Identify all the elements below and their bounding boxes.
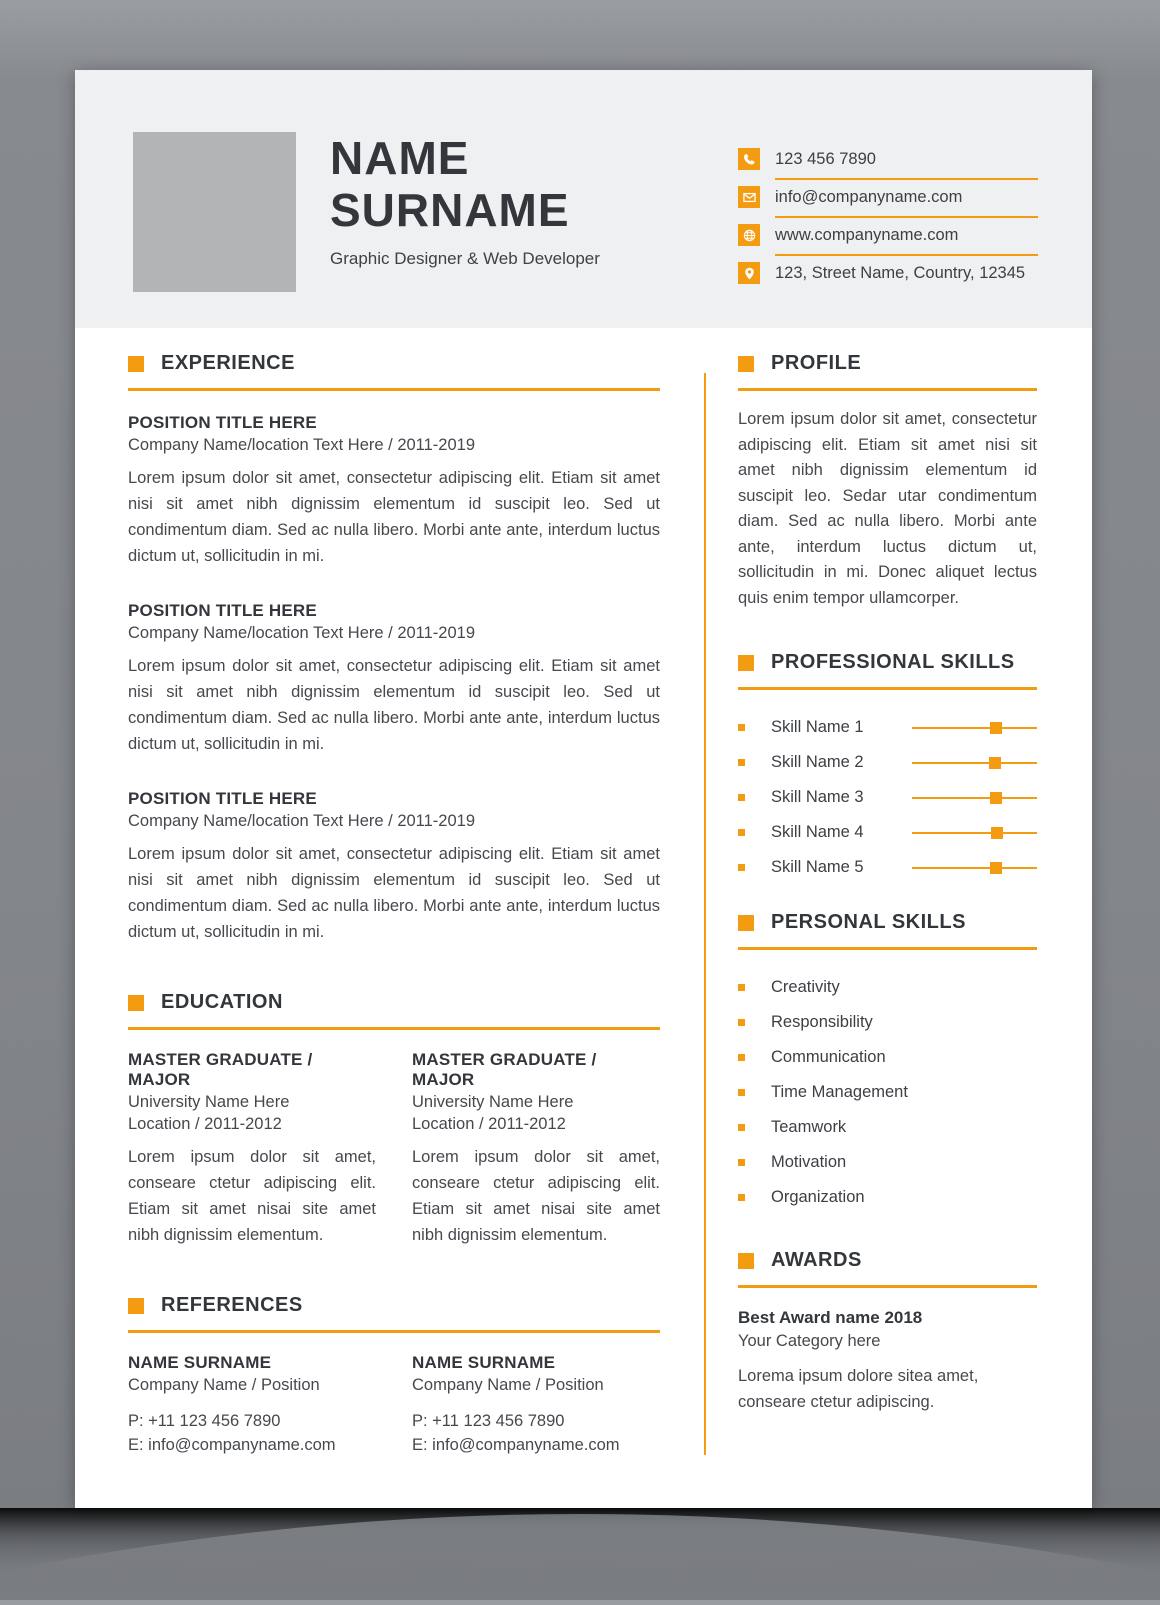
personal-skill-label: Time Management: [771, 1083, 908, 1101]
list-item: [738, 1110, 1037, 1145]
section-rule: [128, 1027, 660, 1030]
personal-skill-label: Responsibility: [771, 1013, 873, 1031]
bullet-icon: [738, 1159, 745, 1166]
professional-skills-heading: [738, 651, 1037, 674]
experience-entry: [128, 601, 660, 757]
award-name: Best Award name 2018: [738, 1308, 923, 1327]
bullet-icon: [738, 1089, 745, 1096]
experience-description: Lorem ipsum dolor sit amet, consectetur adipiscing elit. Etiam sit amet nisi sit amet nibh dignissim elementum id suscipit leo. Sed ut condimentum diam. Sed ac nulla libero. Morbi ante ante, interdum luctus dictum ut, sollicitudin in mi.: [128, 469, 660, 565]
contact-row-website: [738, 218, 1038, 256]
award-category: Your Category here: [738, 1332, 881, 1350]
personal-skill-label: Teamwork: [771, 1118, 847, 1136]
references-heading: [128, 1294, 660, 1317]
bullet-icon: [738, 1194, 745, 1201]
reference-entries: [128, 1353, 660, 1457]
section-rule: [738, 687, 1037, 690]
experience-entry: [128, 413, 660, 569]
name-first: NAME: [330, 132, 470, 184]
skill-label: Skill Name 1: [771, 718, 864, 736]
reference-contact: [412, 1409, 660, 1457]
section-bullet-icon: [128, 1298, 144, 1314]
company-line: Company Name/location Text Here / 2011-2019: [128, 812, 475, 830]
section-bullet-icon: [738, 1253, 754, 1269]
personal-skill-label: Motivation: [771, 1153, 847, 1171]
contact-email: info@companyname.com: [775, 180, 1038, 218]
personal-skill-label: Organization: [771, 1188, 865, 1206]
education-heading: [128, 991, 660, 1014]
experience-entry: [128, 789, 660, 945]
list-item: [738, 1005, 1037, 1040]
list-item: [738, 1180, 1037, 1215]
job-title: Graphic Designer & Web Developer: [330, 249, 600, 268]
slider-knob-icon: [990, 722, 1002, 734]
slider-knob-icon: [989, 757, 1001, 769]
degree-title: MASTER GRADUATE / MAJOR: [128, 1050, 313, 1089]
skill-row: [738, 710, 1037, 745]
experience-heading: [128, 352, 660, 375]
section-references: [128, 1294, 660, 1457]
position-title: POSITION TITLE HERE: [128, 789, 317, 808]
company-line: Company Name/location Text Here / 2011-2019: [128, 436, 475, 454]
personal-skill-label: Communication: [771, 1048, 886, 1066]
bullet-icon: [738, 864, 745, 871]
contact-row-email: [738, 180, 1038, 218]
slider-knob-icon: [990, 792, 1002, 804]
list-item: [738, 970, 1037, 1005]
company-line: Company Name/location Text Here / 2011-2019: [128, 624, 475, 642]
list-item: [738, 1040, 1037, 1075]
bullet-icon: [738, 829, 745, 836]
bullet-icon: [738, 1054, 745, 1061]
list-item: [738, 1075, 1037, 1110]
section-personal-skills: [738, 911, 1037, 1215]
contact-website: www.companyname.com: [775, 218, 1038, 256]
experience-description: Lorem ipsum dolor sit amet, consectetur adipiscing elit. Etiam sit amet nisi sit amet nibh dignissim elementum id suscipit leo. Sed ut condimentum diam. Sed ac nulla libero. Morbi ante ante, interdum luctus dictum ut, sollicitudin in mi.: [128, 845, 660, 941]
page-bottom-shadow: [0, 1508, 1160, 1600]
bullet-icon: [738, 794, 745, 801]
education-entry: [412, 1050, 660, 1248]
globe-icon: [738, 224, 760, 246]
contact-phone: 123 456 7890: [775, 142, 1038, 180]
section-bullet-icon: [128, 356, 144, 372]
education-description: Lorem ipsum dolor sit amet, conseare ctetur adipiscing elit. Etiam sit amet nisai site amet nibh dignissim elementum.: [412, 1148, 660, 1244]
skill-slider: [912, 722, 1037, 734]
section-professional-skills: [738, 651, 1037, 885]
professional-skills-title: PROFESSIONAL SKILLS: [771, 651, 1015, 673]
bullet-icon: [738, 984, 745, 991]
awards-heading: [738, 1249, 1037, 1272]
education-title: EDUCATION: [161, 991, 283, 1013]
contact-block: [738, 142, 1038, 292]
name-block: [330, 132, 600, 269]
education-description: Lorem ipsum dolor sit amet, conseare ctetur adipiscing elit. Etiam sit amet nisai site amet nibh dignissim elementum.: [128, 1148, 376, 1244]
bullet-icon: [738, 1019, 745, 1026]
bullet-icon: [738, 759, 745, 766]
location-icon: [738, 262, 760, 284]
slider-knob-icon: [990, 862, 1002, 874]
contact-row-address: [738, 256, 1038, 292]
section-bullet-icon: [738, 915, 754, 931]
section-rule: [128, 1330, 660, 1333]
skill-row: [738, 780, 1037, 815]
education-entries: [128, 1050, 660, 1248]
education-location: Location / 2011-2012: [128, 1115, 282, 1133]
contact-row-phone: [738, 142, 1038, 180]
experience-title: EXPERIENCE: [161, 352, 295, 374]
photo-placeholder: [133, 132, 296, 292]
skill-list: [738, 710, 1037, 885]
reference-entry: [128, 1353, 376, 1457]
reference-name: NAME SURNAME: [412, 1353, 556, 1372]
skill-slider: [912, 757, 1037, 769]
skill-label: Skill Name 3: [771, 788, 864, 806]
skill-label: Skill Name 2: [771, 753, 864, 771]
section-bullet-icon: [128, 995, 144, 1011]
profile-title: PROFILE: [771, 352, 862, 374]
name-last: SURNAME: [330, 184, 570, 236]
skill-label: Skill Name 4: [771, 823, 864, 841]
reference-email: E: info@companyname.com: [412, 1436, 620, 1454]
section-rule: [738, 1285, 1037, 1288]
education-location: Location / 2011-2012: [412, 1115, 566, 1133]
award-description: Lorema ipsum dolore sitea amet, conseare ctetur adipiscing.: [738, 1367, 979, 1411]
slider-track: [912, 832, 1037, 835]
position-title: POSITION TITLE HERE: [128, 413, 317, 432]
section-bullet-icon: [738, 655, 754, 671]
profile-description: Lorem ipsum dolor sit amet, consectetur adipiscing elit. Etiam sit amet nisi sit amet nibh dignissim elementum id suscipit leo. Sedar utar condimentum diam. Sed ac nulla libero. Morbi ante ante, interdum luctus dictum ut, sollicitudin in mi. Donec aliquet lectus quis enim tempor ullamcorper.: [738, 410, 1037, 607]
university-name: University Name Here: [128, 1093, 290, 1111]
section-bullet-icon: [738, 356, 754, 372]
bullet-icon: [738, 724, 745, 731]
column-divider: [704, 373, 706, 1455]
position-title: POSITION TITLE HERE: [128, 601, 317, 620]
section-profile: [738, 352, 1037, 611]
phone-icon: [738, 148, 760, 170]
slider-track: [912, 762, 1037, 765]
university-name: University Name Here: [412, 1093, 574, 1111]
reference-position: Company Name / Position: [128, 1376, 320, 1394]
slider-track: [912, 797, 1037, 800]
left-column: [128, 352, 660, 1457]
reference-name: NAME SURNAME: [128, 1353, 272, 1372]
reference-contact: [128, 1409, 376, 1457]
right-column: [738, 352, 1037, 1415]
awards-title: AWARDS: [771, 1249, 862, 1271]
section-experience: [128, 352, 660, 945]
email-icon: [738, 186, 760, 208]
reference-phone: P: +11 123 456 7890: [128, 1412, 281, 1430]
reference-position: Company Name / Position: [412, 1376, 604, 1394]
personal-skill-label: Creativity: [771, 978, 840, 996]
slider-knob-icon: [991, 827, 1003, 839]
education-entry: [128, 1050, 376, 1248]
skill-slider: [912, 862, 1037, 874]
skill-slider: [912, 792, 1037, 804]
reference-email: E: info@companyname.com: [128, 1436, 336, 1454]
skill-label: Skill Name 5: [771, 858, 864, 876]
personal-skills-title: PERSONAL SKILLS: [771, 911, 966, 933]
skill-row: [738, 815, 1037, 850]
slider-track: [912, 867, 1037, 870]
skill-row: [738, 745, 1037, 780]
skill-slider: [912, 827, 1037, 839]
header-band: [75, 70, 1092, 328]
list-item: [738, 1145, 1037, 1180]
personal-skill-list: [738, 970, 1037, 1215]
skill-row: [738, 850, 1037, 885]
section-rule: [738, 388, 1037, 391]
section-awards: [738, 1249, 1037, 1415]
contact-address: 123, Street Name, Country, 12345: [775, 264, 1026, 282]
reference-phone: P: +11 123 456 7890: [412, 1412, 565, 1430]
degree-title: MASTER GRADUATE / MAJOR: [412, 1050, 597, 1089]
bullet-icon: [738, 1124, 745, 1131]
resume-page: [75, 70, 1092, 1508]
reference-entry: [412, 1353, 660, 1457]
section-rule: [738, 947, 1037, 950]
profile-heading: [738, 352, 1037, 375]
slider-track: [912, 727, 1037, 730]
references-title: REFERENCES: [161, 1294, 303, 1316]
section-rule: [128, 388, 660, 391]
experience-description: Lorem ipsum dolor sit amet, consectetur adipiscing elit. Etiam sit amet nisi sit amet nibh dignissim elementum id suscipit leo. Sed ut condimentum diam. Sed ac nulla libero. Morbi ante ante, interdum luctus dictum ut, sollicitudin in mi.: [128, 657, 660, 753]
section-education: [128, 991, 660, 1248]
personal-skills-heading: [738, 911, 1037, 934]
